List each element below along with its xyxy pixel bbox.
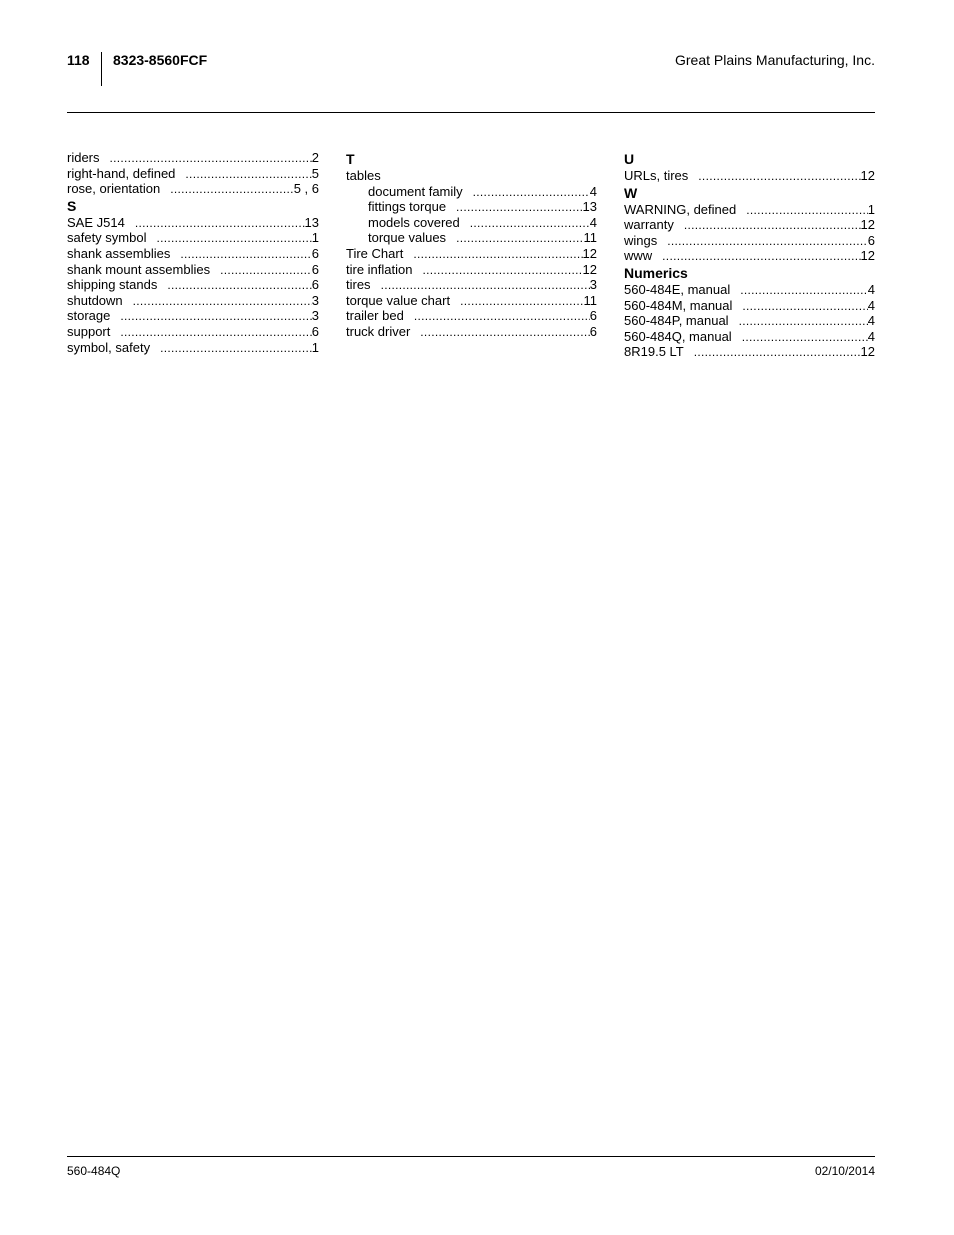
dot-leader [460,294,583,310]
company-name: Great Plains Manufacturing, Inc. [675,52,875,68]
index-term: WARNING, defined [624,201,737,217]
index-term: right-hand, defined [67,165,176,181]
index-entry [67,308,319,324]
index-subentry [346,184,597,200]
index-term: torque value chart [346,292,451,308]
index-page-ref: 6 [867,232,875,248]
dot-leader [456,231,583,247]
index-entry [67,324,319,340]
index-page-ref: 4 [867,328,875,344]
index-page-ref: 6 [311,261,319,277]
index-page-ref: 5 [311,165,319,181]
header-rule [67,112,875,113]
index-entry [346,308,597,324]
index-entry [67,215,319,231]
index-entry [67,150,319,166]
dot-leader [120,325,311,341]
index-subentry [346,230,597,246]
index-page-ref: 11 [583,292,597,308]
index-column-2 [346,150,597,340]
dot-leader [185,167,311,183]
dot-leader [456,200,582,216]
dot-leader [694,345,861,361]
index-entry [624,344,875,360]
index-term: SAE J514 [67,214,125,230]
index-term: 560-484Q, manual [624,328,732,344]
dot-leader [180,247,311,263]
page-number: 118 [67,52,90,68]
index-column-3 [624,150,875,360]
index-term: tire inflation [346,261,413,277]
index-term: tires [346,277,371,293]
index-entry [67,166,319,182]
index-term: URLs, tires [624,168,689,183]
index-entry [346,246,597,262]
dot-leader [662,249,860,265]
index-entry [346,277,597,293]
model-number: 8323-8560FCF [113,52,208,68]
index-entry [624,168,875,184]
dot-leader [110,151,312,167]
dot-leader [120,309,311,325]
header-divider [101,52,102,86]
index-entry [624,233,875,249]
index-page-ref: 12 [860,168,875,183]
index-term: trailer bed [346,308,404,324]
index-entry [67,277,319,293]
index-entry [624,298,875,314]
dot-leader [473,185,590,201]
dot-leader [381,278,590,294]
index-term: 560-484P, manual [624,313,729,329]
index-letter-heading: S [67,197,77,214]
index-term: 560-484M, manual [624,297,733,313]
index-term: warranty [624,217,674,233]
index-subentry [346,199,597,215]
index-entry [624,329,875,345]
index-term: safety symbol [67,230,147,246]
index-page-ref: 12 [860,248,875,264]
index-page-ref: 6 [311,323,319,339]
index-term: symbol, safety [67,339,151,355]
index-entry [67,293,319,309]
index-term: shank mount assemblies [67,261,211,277]
index-page-ref: 12 [582,261,597,277]
index-letter-heading: T [346,151,355,167]
index-term: truck driver [346,323,411,339]
index-page-ref: 1 [311,339,319,355]
index-term: tables [346,168,381,183]
index-entry [624,313,875,329]
index-page-ref: 12 [582,245,597,261]
index-entry [67,246,319,262]
index-page-ref: 4 [589,214,597,230]
index-page-ref: 3 [311,292,319,308]
index-column-1 [67,150,319,355]
index-entry [346,262,597,278]
index-page-ref: 2 [311,150,319,165]
index-entry [346,168,597,184]
index-term: shipping stands [67,277,158,293]
dot-leader [167,278,311,294]
index-page-ref: 1 [311,230,319,246]
index-entry [346,293,597,309]
index-page-ref: 5 , 6 [293,181,319,197]
index-term: wings [624,232,658,248]
index-subentry [346,215,597,231]
dot-leader [742,330,868,346]
index-term: shutdown [67,292,123,308]
index-term: Tire Chart [346,245,404,261]
dot-leader [170,182,293,198]
index-page-ref: 13 [582,199,597,215]
index-page-ref: 1 [867,201,875,217]
index-page-ref: 3 [311,308,319,324]
index-page-ref: 4 [589,183,597,199]
index-term: document family [368,183,463,199]
index-page-ref: 11 [583,230,597,246]
index-letter-heading: Numerics [624,264,688,281]
index-entry [67,230,319,246]
dot-leader [414,309,590,325]
index-page-ref: 6 [311,245,319,261]
index-page-ref: 4 [867,313,875,329]
index-entry [346,324,597,340]
dot-leader [133,294,312,310]
dot-leader [742,299,867,315]
index-term: rose, orientation [67,181,161,197]
doc-number: 560-484Q [67,1164,121,1178]
index-term: fittings torque [368,199,447,215]
dot-leader [422,263,582,279]
index-page-ref: 13 [304,214,319,230]
index-page-ref: 4 [867,297,875,313]
index-term: storage [67,308,111,324]
index-term: 8R19.5 LT [624,344,684,360]
dot-leader [739,314,868,330]
dot-leader [470,216,590,232]
index-term: 560-484E, manual [624,281,731,297]
index-page-ref: 12 [860,217,875,233]
index-page-ref: 12 [860,344,875,360]
index-entry [624,217,875,233]
index-entry [624,282,875,298]
dot-leader [220,263,312,279]
index-entry [624,202,875,218]
index-term: support [67,323,111,339]
index-letter-heading: W [624,184,638,201]
dot-leader [740,283,868,299]
dot-leader [156,231,311,247]
index-page-ref: 6 [589,323,597,339]
index-term: models covered [368,214,460,230]
dot-leader [135,216,305,232]
index-term: www [624,248,653,264]
dot-leader [698,169,860,185]
index-entry [67,181,319,197]
index-entry [624,248,875,264]
dot-leader [413,247,582,263]
index-page-ref: 6 [311,277,319,293]
index-page-ref: 6 [589,308,597,324]
index-entry [67,262,319,278]
footer-rule [67,1156,875,1157]
index-term: shank assemblies [67,245,171,261]
index-entry [67,340,319,356]
dot-leader [160,341,312,357]
index-page-ref: 4 [867,281,875,297]
index-term: riders [67,150,100,165]
dot-leader [746,203,868,219]
dot-leader [684,218,861,234]
dot-leader [420,325,589,341]
dot-leader [667,234,868,250]
index-page-ref: 3 [589,277,597,293]
index-term: torque values [368,230,447,246]
index-letter-heading: U [624,151,635,167]
doc-date: 02/10/2014 [814,1164,875,1178]
